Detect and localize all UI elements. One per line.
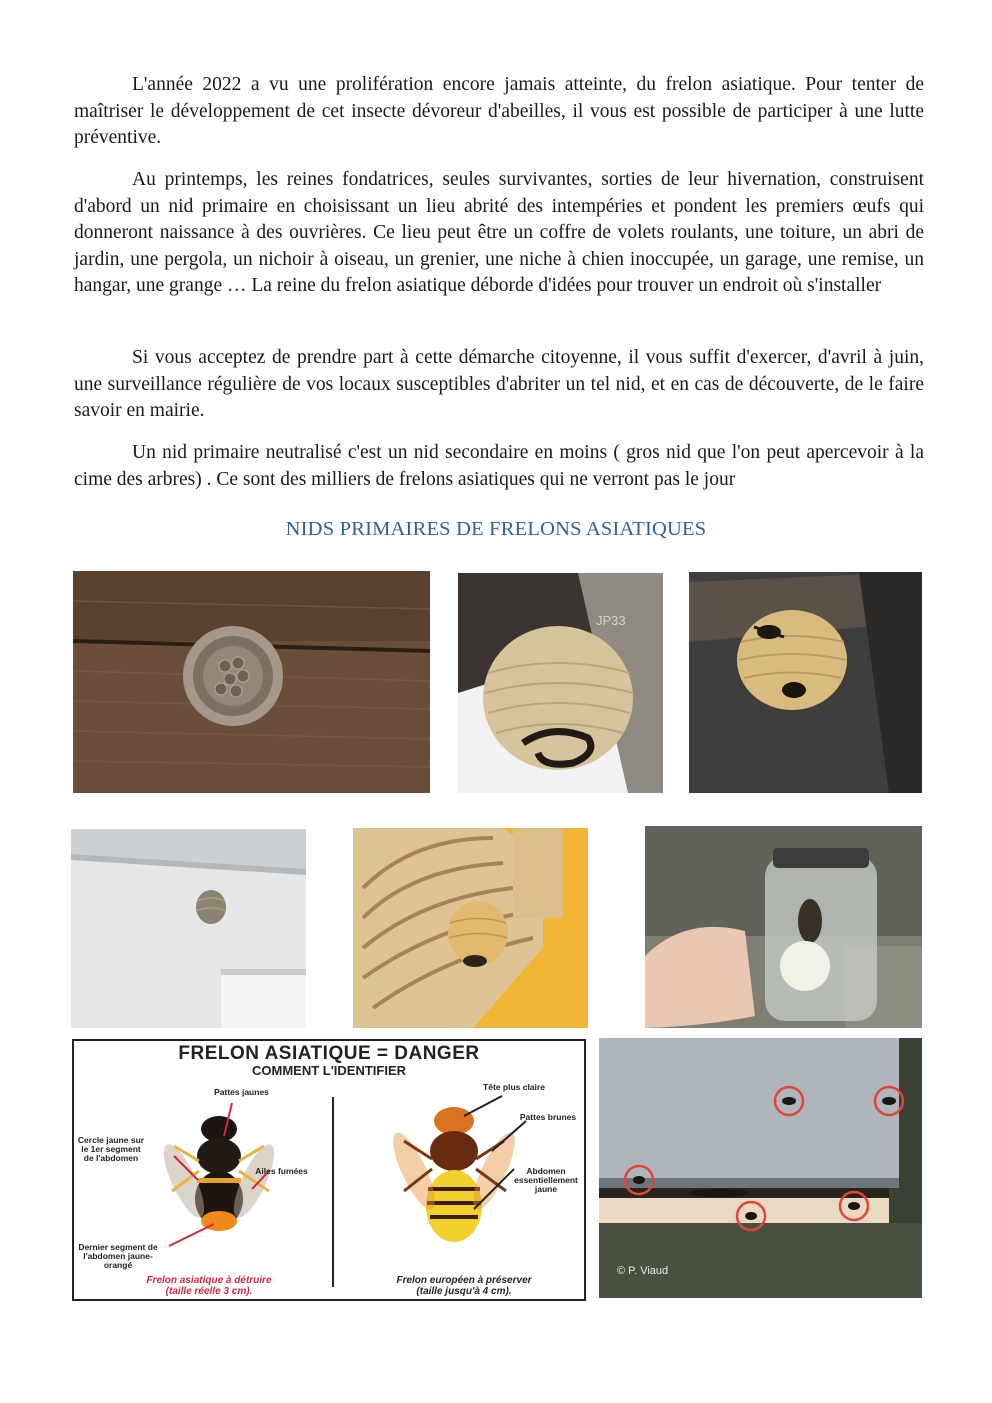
label-yellow-abdomen: Abdomen essentiellement jaune bbox=[514, 1166, 578, 1194]
photo-credit: © P. Viaud bbox=[617, 1265, 669, 1277]
label-yellow-ring: Cercle jaune sur le 1er segment de l'abdomen bbox=[77, 1135, 145, 1163]
surveillance-paragraph: Si vous acceptez de prendre part à cette démarche citoyenne, il vous suffit d'exercer, d'avril à juin, une surveillance régulière de vos locaux susceptibles d'abriter un tel nid, et en cas de découverte, de le faire savoir en mairie. bbox=[74, 347, 924, 421]
beehive-hornets-photo bbox=[599, 1038, 922, 1298]
nest-photo-wood bbox=[73, 571, 430, 793]
infographic-title: FRELON ASIATIQUE = DANGER bbox=[178, 1043, 480, 1064]
hornet-jar-photo bbox=[645, 826, 922, 1028]
infographic-divider bbox=[332, 1097, 334, 1287]
asian-hornet-caption: Frelon asiatique à détruire (taille réelle 3 cm). bbox=[146, 1275, 272, 1297]
infographic-subtitle: COMMENT L'IDENTIFIER bbox=[251, 1063, 407, 1078]
european-hornet-caption: Frelon européen à préserver (taille jusqu'à 4 cm). bbox=[396, 1275, 532, 1297]
label-brown-legs: Pattes brunes bbox=[519, 1112, 577, 1122]
nest-photo-round bbox=[458, 573, 663, 793]
european-hornet-icon bbox=[385, 1107, 522, 1242]
nest-photo-eave bbox=[71, 829, 306, 1028]
conclusion-paragraph: Un nid primaire neutralisé c'est un nid secondaire en moins ( gros nid que l'on peut apercevoir à la cime des arbres) . Ce sont des milliers de frelons asiatiques qui ne verront pas le jour bbox=[74, 442, 924, 490]
label-yellow-legs: Pattes jaunes bbox=[214, 1087, 269, 1097]
nest-photo-louver bbox=[353, 828, 588, 1028]
spring-paragraph: Au printemps, les reines fondatrices, seules survivantes, sorties de leur hivernation, construisent d'abord un nid primaire en choisissant un lieu abrité des intempéries et pondent les premiers œufs qui donneront naissance à des ouvrières. Ce lieu peut être un coffre de volets roulants, une toiture, un abri de jardin, une pergola, un nichoir à oiseau, un grenier, une niche à chien inoccupée, un garage, une remise, un hangar, une grange … La reine du frelon asiatique déborde d'idées pour trouver un endroit où s'installer bbox=[74, 169, 924, 296]
intro-paragraph: L'année 2022 a vu une prolifération encore jamais atteinte, du frelon asiatique. Pour tenter de maîtriser le développement de cet insecte dévoreur d'abeilles, il vous est possible de participer à une lutte préventive. bbox=[74, 74, 924, 148]
beam-marking: JP33 bbox=[596, 613, 626, 628]
label-lighter-head: Tête plus claire bbox=[483, 1082, 545, 1092]
identification-infographic bbox=[72, 1039, 586, 1301]
photos-heading: NIDS PRIMAIRES DE FRELONS ASIATIQUES bbox=[285, 518, 707, 540]
label-smoky-wings: Ailes fumées bbox=[255, 1166, 308, 1176]
nest-photo-hornet bbox=[689, 572, 922, 793]
label-last-segment: Dernier segment de l'abdomen jaune-orangé bbox=[78, 1242, 158, 1270]
